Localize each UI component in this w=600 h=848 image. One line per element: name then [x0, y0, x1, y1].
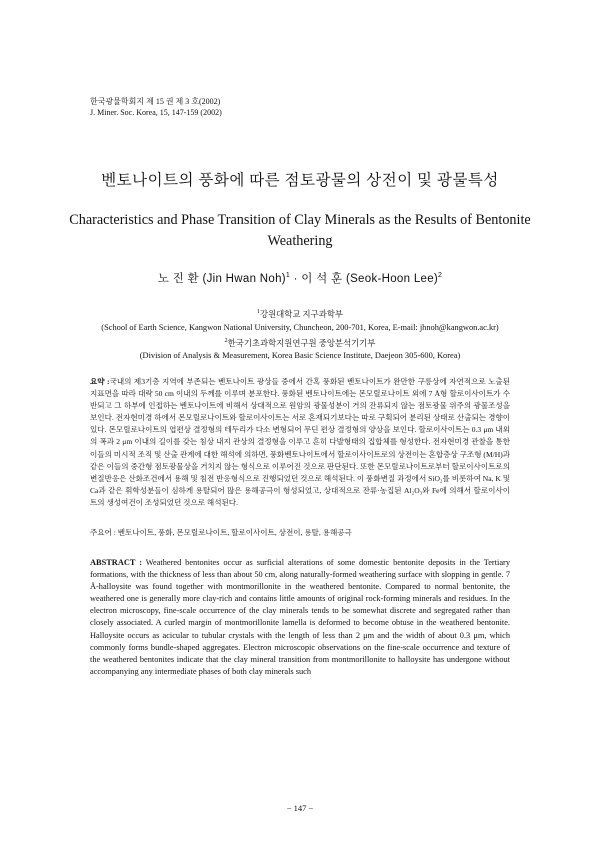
- author-1-affiliation-mark: 1: [285, 272, 291, 280]
- keywords-korean: [90, 527, 510, 538]
- abstract-korean-text: 국내의 제3기층 지역에 부존되는 벤토나이트 광상들 중에서 간혹 풍화된 벤토나이트가 완만한 구릉상에 자연적으로 노출된 지표면을 따라 대략 50 cm 이내의 두께를 이루며 분포한다. 풍화된 벤토나이트에는 몬모릴로나이트 외에 7 Å형 할로이사이트가 수반되고 그 하부에 인접하는 벤토나이트에 비해서 상대적으로 원암의 광물성분이 거의 잔류되지 않는 점토광물 위주의 광물조성을 보인다. 전자현미경 하에서 몬모릴로나이트와 할로이사이트는 서로 혼재되기보다는 따로 구획되어 분리된 상태로 산출되는 경향이 있다. 몬모릴로나이트의 엽편상 결정형의 테두리가 다소 변형되어 무딘 편상 결정형의 양상을 보인다. 할로이사이트는 0.3 μm 내외의 폭과 2 μm 이내의 길이를 갖는 침상 내지 관상의 결정형을 이루고 흔히 다발형태의 집합체를 형성한다. 전자현미경 관찰을 통한 이들의 미시적 조직 및 산출 관계에 대한 해석에 의하면, 풍화벤토나이트에서 할로이사이트로의 상전이는 혼합층상 구조형 (M/H)과 같은 이들의 중간형 점토광물상을 거치지 않는 형식으로 이루어진 것으로 판단된다. 또한 몬모릴로나이트로부터 할로이사이트로의 변질반응은 산화조건에서 용해 및 침전 반응형식으로 진행되었던 것으로 해석된다. 이 풍화변질 과정에서 SiO₂를 비롯하여 Na, K 및 Ca과 같은 휘학성분들이 심하게 용탈되어 많은 용해공극이 형성되었고, 상대적으로 잔류·농집된 Al₂O₃와 Fe에 의해서 할로이사이트의 생성여건이 조성되었던 것으로 해석된다.: [90, 377, 510, 507]
- abstract-english-label: ABSTRACT :: [90, 558, 142, 567]
- abstract-korean-label: 요약 :: [90, 377, 110, 386]
- keywords-text: 벤토나이트, 풍화, 몬모릴로나이트, 할로이사이트, 상전이, 용탈, 용해공극: [117, 528, 352, 537]
- page-number: − 147 −: [286, 803, 314, 813]
- journal-line-korean: 한국광물학회지 제 15 권 제 3 호(2002): [90, 97, 221, 106]
- abstract-korean: [90, 376, 510, 509]
- abstract-english: [90, 557, 510, 678]
- keywords-label: 주요어 :: [90, 528, 116, 537]
- author-separator: ·: [293, 273, 298, 285]
- affiliation-2-korean: $^2$한국기초과학지원연구원 중앙분석기기부: [224, 338, 376, 348]
- author-1: 노 진 환 (Jin Hwan Noh): [157, 273, 286, 285]
- journal-citation: [90, 96, 222, 118]
- affiliation-2-mark: 2: [224, 338, 228, 344]
- journal-line-english: J. Miner. Soc. Korea, 15, 147-159 (2002): [90, 108, 222, 117]
- title-korean: 벤토나이트의 풍화에 따른 점토광물의 상전이 및 광물특성: [101, 172, 499, 189]
- author-2-affiliation-mark: 2: [438, 272, 443, 280]
- author-2: 이 석 훈 (Seok-Hoon Lee): [301, 273, 439, 285]
- author-line: [40, 270, 560, 286]
- title-english: Characteristics and Phase Transition of Clay Minerals as the Results of Bentonite Weathering: [69, 212, 531, 249]
- affiliation-2-english: (Division of Analysis & Measurement, Korea Basic Science Institute, Daejeon 305-600, Korea): [139, 351, 461, 360]
- affiliation-1-mark: 1: [257, 309, 260, 315]
- affiliation-1-korean: $^1$강원대학교 지구과학부: [257, 309, 343, 319]
- affiliation-1-english: (School of Earth Science, Kangwon National University, Chuncheon, 200-701, Korea, E-mail: jhnoh@kangwon.ac.kr): [101, 323, 499, 332]
- abstract-english-text: Weathered bentonites occur as surficial alterations of some domestic bentonite deposits in the Tertiary formations, with the thickness of less than about 50 cm, along naturally-formed weathering surface with slopping in gentle. 7 Å-halloysite was found together with montmorillonite in the weathered bentonite. Compared to normal bentonite, the weathered one is generally more clay-rich and contains little amounts of original rock-forming minerals and residues. In the electron microscopy, fine-scale occurrence of the clay minerals tends to be somewhat discrete and segregated rather than closely associated. A curled margin of montmorillonite lamella is deformed to become obtuse in the weathered bentonite. Halloysite occurs as acicular to tubular crystals with the length of less than 2 μm and the width of about 0.3 μm, which commonly forms bundle-shaped aggregates. Electron microscopic observations on the fine-scale occurrence and texture of the weathered bentonites indicate that the clay mineral transition from montmorillonite to halloysite has undergone without accompanying any intermediate phases of both clay minerals such: [90, 558, 511, 676]
